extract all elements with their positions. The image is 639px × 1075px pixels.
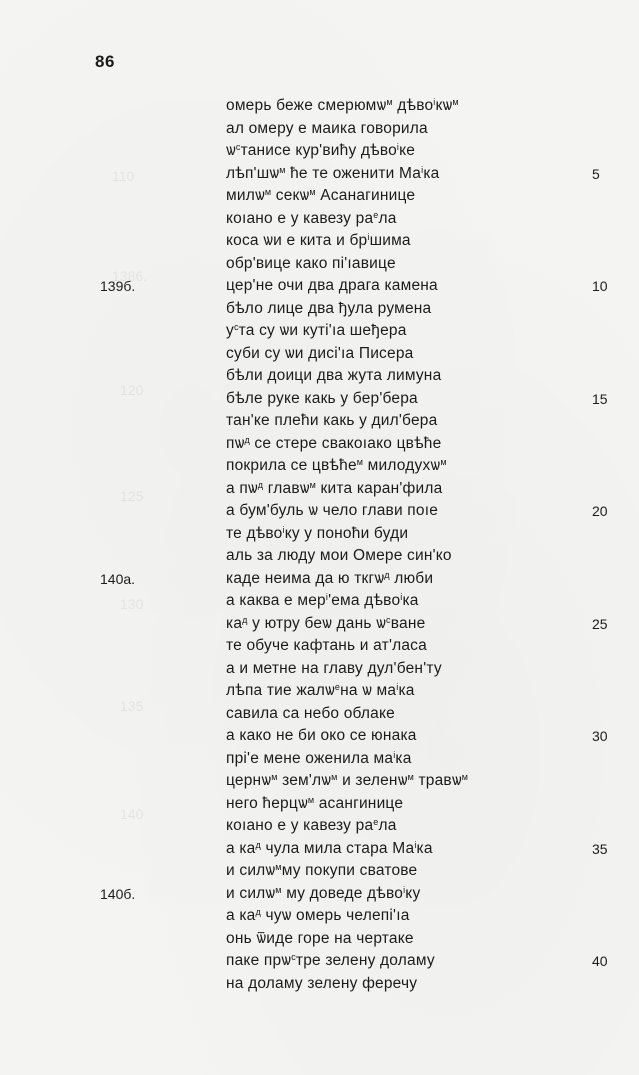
poem-line: бѣли доици два жута лимуна <box>226 367 442 384</box>
page-number: 86 <box>95 52 115 71</box>
bleed-through-mark: 140 <box>120 806 144 822</box>
bleed-through-mark: 1386. <box>112 268 148 284</box>
poem-line: и силѡ$^м$ му доведе дѣво$^і$ку <box>226 884 421 902</box>
poem-line: цер'не очи два драга камена <box>226 277 438 294</box>
verse-number: 5 <box>592 165 600 182</box>
poem-line: а каква е мер$^і$'ема дѣво$^і$ка <box>226 592 419 609</box>
poem-line: лѣпа тие жалѡ$^е$на ѡ $ма^іка$ <box>226 682 415 699</box>
verse-number: 35 <box>592 840 608 857</box>
folio-mark: 139б. <box>100 278 136 294</box>
poem-line: бѣло лице два ђула румена <box>226 299 432 317</box>
verse-number: 20 <box>592 503 608 519</box>
poem-line: и силѡ$^м$му покупи сватове <box>226 862 418 879</box>
poem-line: ал омеру е маика говорила <box>226 119 428 137</box>
bleed-through-mark: 135 <box>120 698 144 714</box>
poem-line: савила са небо облаке <box>226 704 395 722</box>
poem-line: онь ѿиде горе на чертаке <box>226 929 414 947</box>
verse-number: 30 <box>592 728 608 744</box>
verse-number: 10 <box>592 278 608 294</box>
poem-line: коıано е у кавезу $ра^ела$ <box>226 817 397 834</box>
poem-line: а $пѡ^д$ главѡ$^м$ кита каран'фила <box>226 479 443 497</box>
poem-line: тан'ке плећи какь у дил'бера <box>226 412 438 429</box>
poem-line: обр'вице како пі'ıавице <box>226 254 396 272</box>
folio-mark: 140а. <box>100 570 136 587</box>
poem-line: покрила се цвѣће$^м$ милодухѡ$^м$ <box>226 457 447 474</box>
bleed-through-mark: 110 <box>112 168 135 184</box>
poem-line: а и метне на главу дул'бен'ту <box>226 659 442 677</box>
poem-line: омерь беже смерюмѡ$^м$ $дѣво^ікѡ^м$ <box>226 97 459 114</box>
poem-line: а како не би око се юнака <box>226 727 417 744</box>
verse-number: 15 <box>592 390 608 407</box>
poem-line: прі'е мене оженила $ма^іка$ <box>226 749 412 767</box>
poem-line: $ѡ^станисе$ кур'вићу дѣво$^і$ке <box>226 142 416 159</box>
verse-number: 40 <box>592 953 608 969</box>
poem-line: $ка^д$ у ютру беѡ дань $ѡ^сване$ <box>226 614 426 632</box>
bleed-through-mark: 130 <box>120 596 144 612</box>
poem-line: те дѣво$^і$ку у поноћи буди <box>226 524 409 542</box>
poem-line: коıано е у кавезу $ра^ела$ <box>226 209 397 227</box>
poem-line: а бум'буль ѡ чело глави поıе <box>226 502 439 519</box>
poem-line: а $ка^д$ чула мила стара $Ма^іка$ <box>226 839 433 857</box>
poem-line: каде неима да ю ткгѡ$^д$ люби <box>226 569 434 587</box>
poem-line: милѡ$^м$ секѡ$^м$ Асанагинице <box>226 187 416 204</box>
poem-line: $пѡ^д$ се стере свакоıако цвѣће <box>226 434 442 452</box>
poem-line: $лѣп'шѡ^м$ ће те оженити $Ма^іка$ <box>226 164 440 182</box>
poem-line: бѣле руке какь у бер'бера <box>226 389 418 407</box>
poem-line: аль за люду мои Омере син'ко <box>226 547 452 564</box>
poem-line: паке прѡ$^с$тре зелену доламу <box>226 952 435 969</box>
poem-line: суби су ѡи дисі'ıа Писера <box>226 344 414 362</box>
verse-number: 25 <box>592 615 608 632</box>
poem-line: те обуче кафтань и ат'ласа <box>226 637 427 654</box>
bleed-through-mark: 120 <box>120 382 144 398</box>
poem-line: цернѡ$^м$ $зем'лѡ^м$ и зеленѡ$^м$ травѡ$^м$ <box>226 772 469 789</box>
poem-text <box>226 95 468 995</box>
poem-line: а $ка^д$ чуѡ омерь челепі'ıа <box>226 907 410 924</box>
poem-line: него ћерцѡ$^м$ асангинице <box>226 794 404 812</box>
folio-mark: 140б. <box>100 885 136 902</box>
poem-line: $у^ста$ су ѡи куті'ıа шеђера <box>226 322 407 339</box>
bleed-through-mark: 125 <box>120 488 144 504</box>
poem-line: на доламу зелену феречу <box>226 974 418 992</box>
poem-line: коса ѡи е кита и $бр^ішима$ <box>226 232 411 249</box>
